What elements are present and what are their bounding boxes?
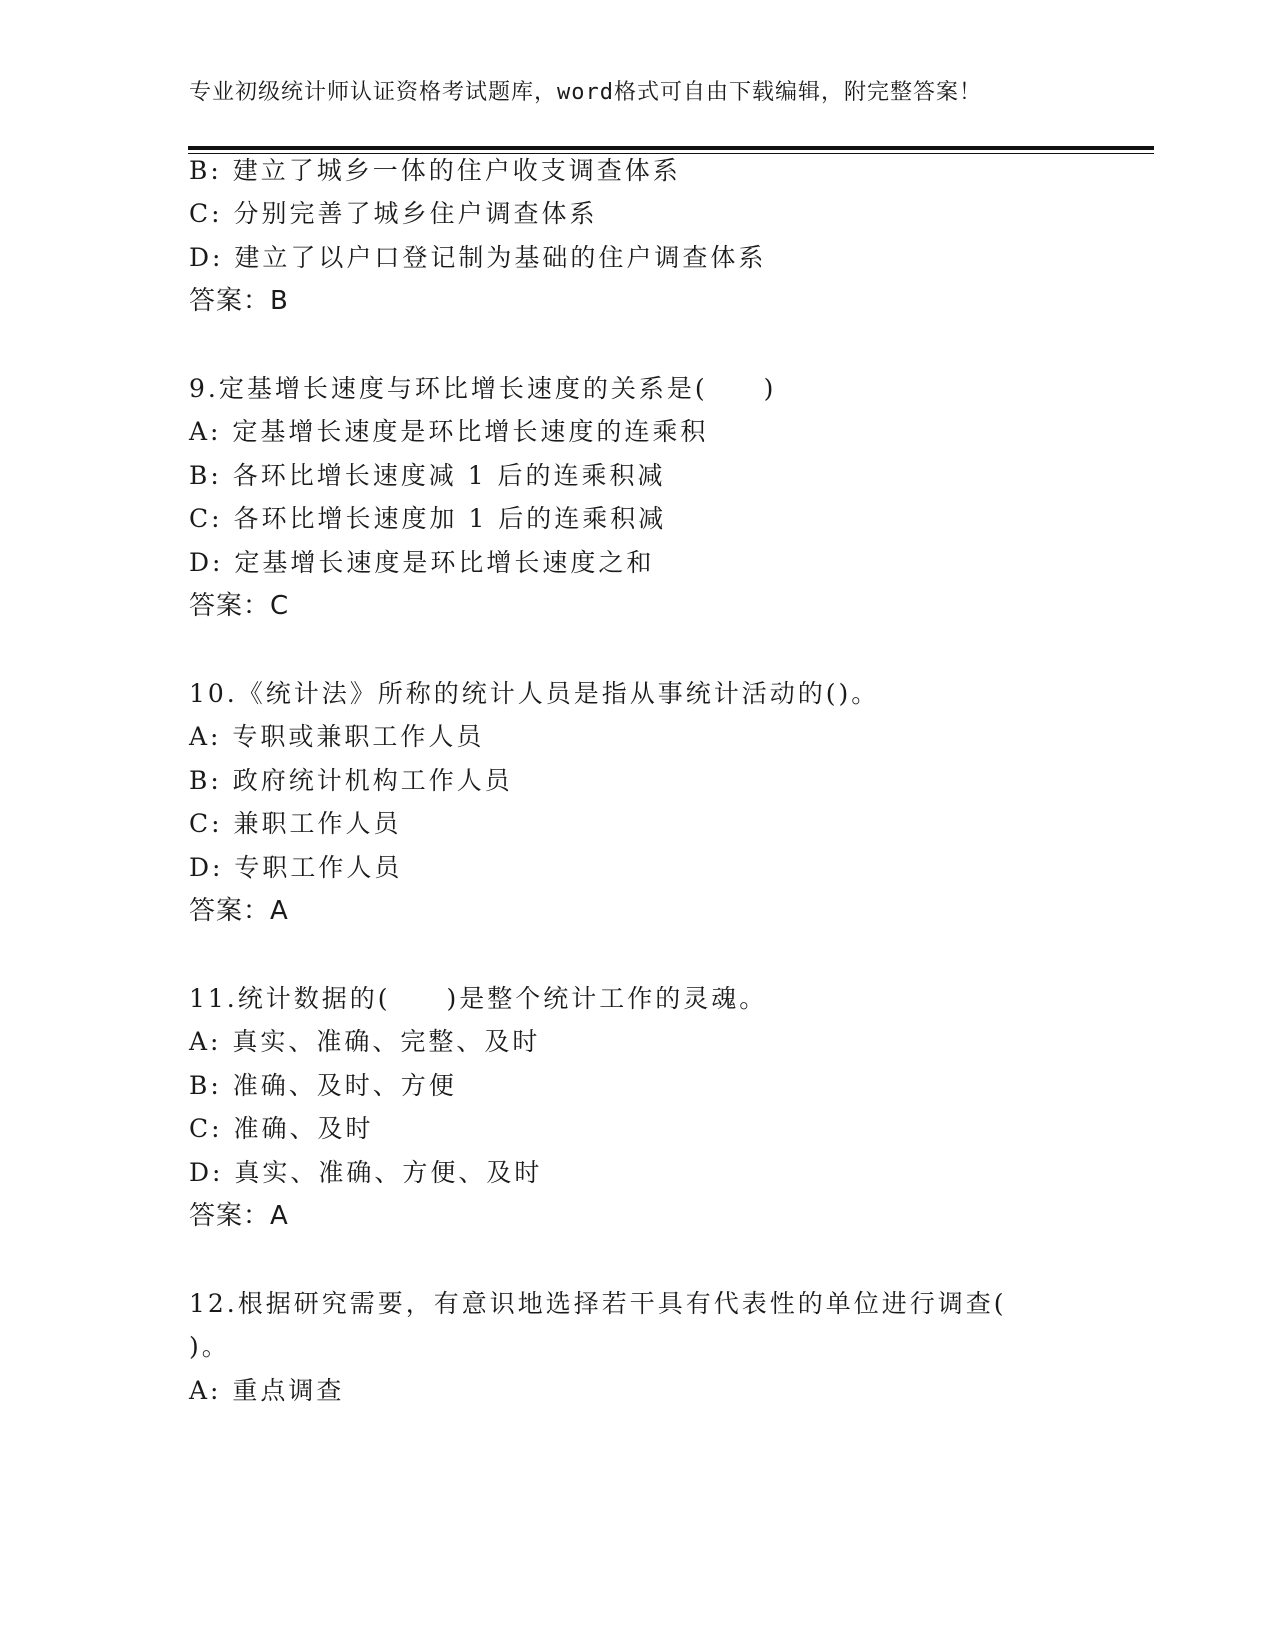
page-header: 专业初级统计师认证资格考试题库，word格式可自由下载编辑，附完整答案！ — [189, 80, 982, 105]
option-a: A: 定基增长速度是环比增长速度的连乘积 — [189, 417, 709, 446]
option-d: D: 定基增长速度是环比增长速度之和 — [189, 548, 655, 577]
question-stem: 9.定基增长速度与环比增长速度的关系是( ) — [189, 374, 777, 403]
option-b: B: 建立了城乡一体的住户收支调查体系 — [189, 156, 681, 185]
option-b: B: 政府统计机构工作人员 — [189, 766, 513, 795]
option-d: D: 专职工作人员 — [189, 853, 403, 882]
question-stem: 11.统计数据的( )是整个统计工作的灵魂。 — [189, 984, 768, 1013]
option-b: B: 准确、及时、方便 — [189, 1071, 457, 1100]
option-a: A: 重点调查 — [189, 1376, 345, 1405]
question-stem-continued: )。 — [189, 1332, 230, 1361]
option-a: A: 专职或兼职工作人员 — [189, 722, 485, 751]
option-a: A: 真实、准确、完整、及时 — [189, 1027, 541, 1056]
answer-line: 答案：A — [189, 896, 289, 926]
answer-line: 答案：C — [189, 591, 290, 621]
option-c: C: 各环比增长速度加 1 后的连乘积减 — [189, 504, 667, 533]
answer-line: 答案：B — [189, 286, 289, 316]
option-c: C: 准确、及时 — [189, 1114, 374, 1143]
option-d: D: 建立了以户口登记制为基础的住户调查体系 — [189, 243, 767, 272]
option-c: C: 兼职工作人员 — [189, 809, 402, 838]
option-c: C: 分别完善了城乡住户调查体系 — [189, 199, 598, 228]
header-rule-thick — [188, 146, 1154, 150]
option-d: D: 真实、准确、方便、及时 — [189, 1158, 543, 1187]
question-stem: 12.根据研究需要，有意识地选择若干具有代表性的单位进行调查( — [189, 1289, 1007, 1318]
question-stem: 10.《统计法》所称的统计人员是指从事统计活动的()。 — [189, 679, 880, 708]
answer-line: 答案：A — [189, 1201, 289, 1231]
option-b: B: 各环比增长速度减 1 后的连乘积减 — [189, 461, 666, 490]
